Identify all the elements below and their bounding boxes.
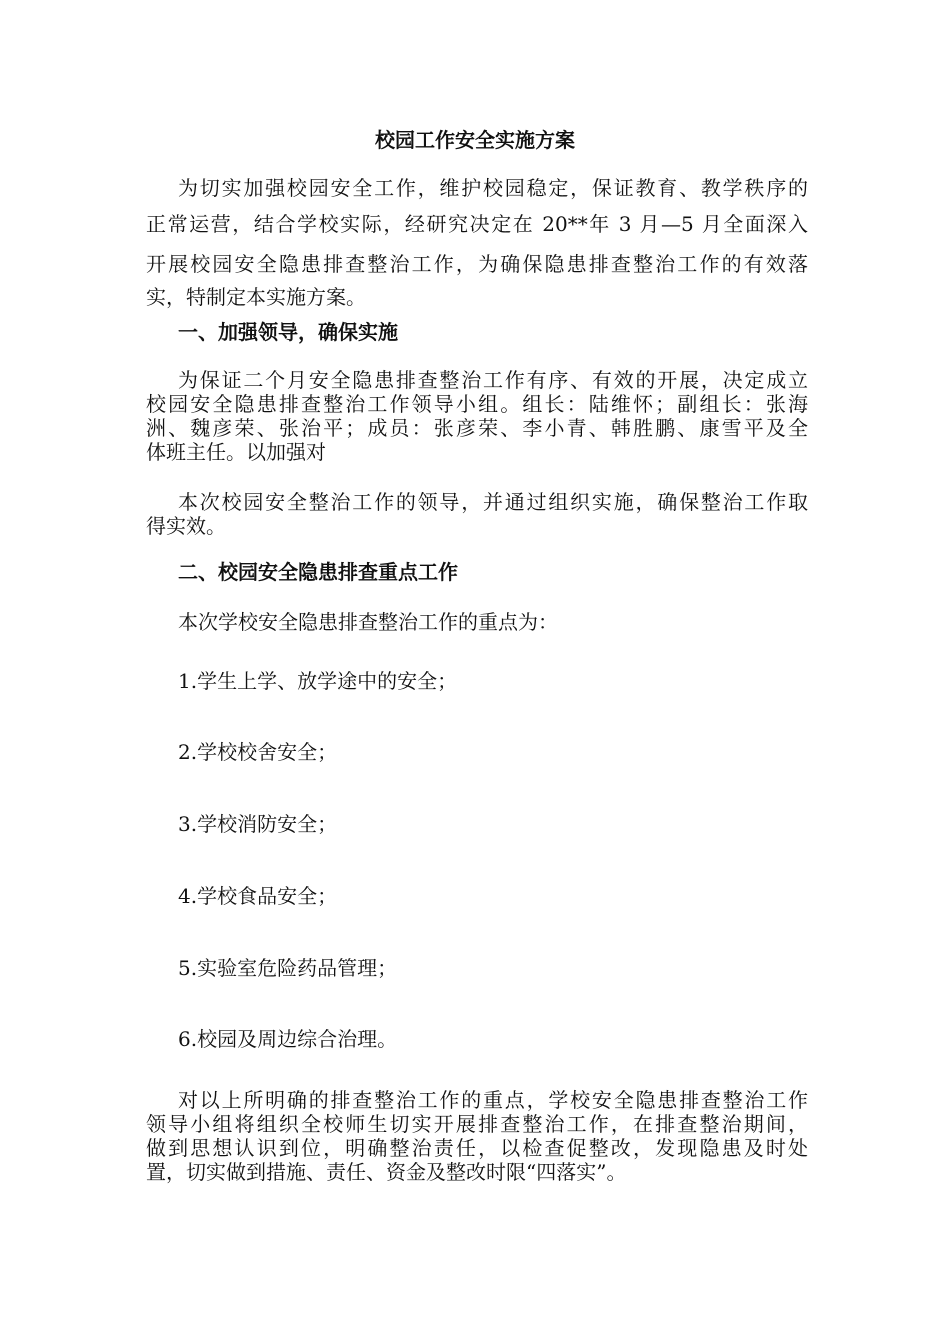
intro-line: 开展校园安全隐患排查整治工作，为确保隐患排查整治工作的有效落: [146, 252, 808, 276]
leadership-line: 本次校园安全整治工作的领导，并通过组织实施，确保整治工作取: [178, 490, 808, 514]
closing-line: 置，切实做到措施、责任、资金及整改时限“四落实”。: [146, 1160, 627, 1184]
closing-line: 对以上所明确的排查整治工作的重点，学校安全隐患排查整治工作: [178, 1088, 808, 1112]
focus-item: 3.学校消防安全；: [178, 812, 338, 836]
closing-line: 领导小组将组织全校师生切实开展排查整治工作，在排查整治期间，: [146, 1112, 808, 1136]
leadership-line: 洲、魏彦荣、张治平；成员：张彦荣、李小青、韩胜鹏、康雪平及全: [146, 416, 808, 440]
section-heading-focus: 二、校园安全隐患排查重点工作: [178, 560, 458, 584]
leadership-line: 得实效。: [146, 514, 226, 538]
section-heading-leadership: 一、加强领导，确保实施: [178, 320, 398, 344]
intro-line: 正常运营，结合学校实际，经研究决定在 20**年 3 月—5 月全面深入: [146, 212, 808, 236]
leadership-line: 校园安全隐患排查整治工作领导小组。组长：陆维怀；副组长：张海: [146, 392, 808, 416]
leadership-paragraph: [146, 368, 808, 464]
document-title: 校园工作安全实施方案: [375, 128, 575, 152]
focus-item: 5.实验室危险药品管理；: [178, 956, 398, 980]
focus-item: 1.学生上学、放学途中的安全；: [178, 669, 458, 693]
leadership-line: 为保证二个月安全隐患排查整治工作有序、有效的开展，决定成立: [178, 368, 808, 392]
focus-item: 6.校园及周边综合治理。: [178, 1027, 398, 1051]
intro-paragraph: [146, 172, 808, 310]
focus-item: 2.学校校舍安全；: [178, 740, 338, 764]
intro-line: 实，特制定本实施方案。: [146, 285, 366, 309]
closing-paragraph: [146, 1088, 808, 1184]
leadership-line: 体班主任。以加强对: [146, 440, 326, 464]
focus-item: 4.学校食品安全；: [178, 884, 338, 908]
leadership-paragraph-2: [146, 490, 808, 538]
focus-lead-text: 本次学校安全隐患排查整治工作的重点为：: [178, 610, 558, 634]
closing-line: 做到思想认识到位，明确整治责任，以检查促整改，发现隐患及时处: [146, 1136, 808, 1160]
intro-line: 为切实加强校园安全工作，维护校园稳定，保证教育、教学秩序的: [178, 176, 808, 200]
